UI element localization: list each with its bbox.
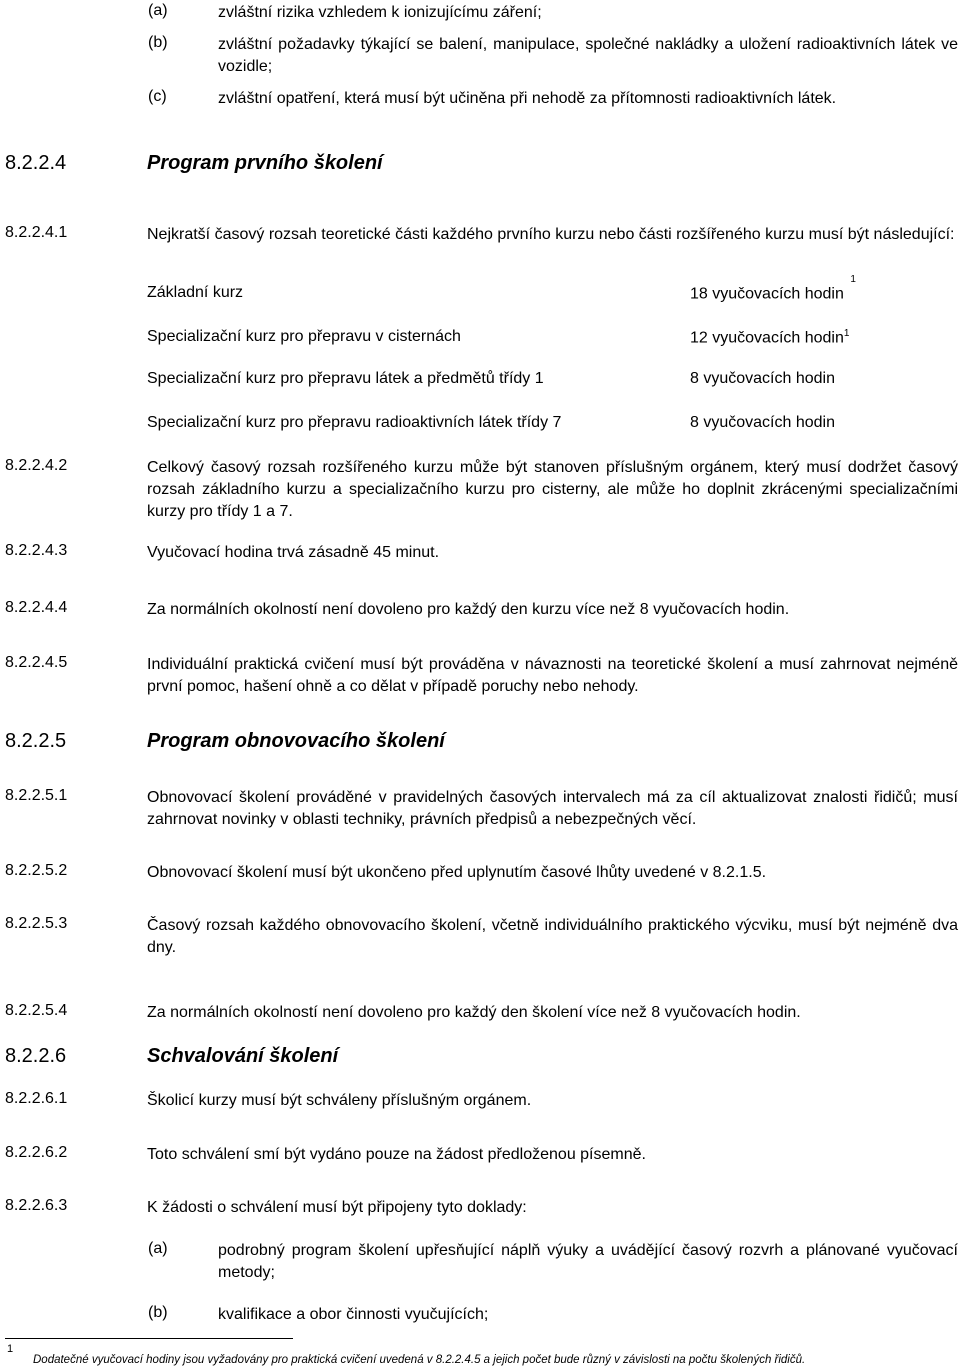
list-item-text-c: zvláštní opatření, která musí být učiněna při nehodě za přítomnosti radioaktivních látek.	[218, 90, 837, 107]
list-item-text-b: kvalifikace a obor činnosti vyučujících;	[218, 1306, 489, 1323]
course-hours	[690, 274, 856, 303]
paragraph-text: Časový rozsah každého obnovovacího školení, včetně individuálního praktického výcviku, musí být nejméně dva dny.	[147, 917, 958, 956]
paragraph-number: 8.2.2.6.3	[5, 1197, 68, 1214]
section-number: 8.2.2.5	[5, 730, 67, 752]
paragraph-text: Za normálních okolností není dovoleno pro každý den kurzu více než 8 vyučovacích hodin.	[147, 601, 790, 618]
paragraph-number: 8.2.2.4.1	[5, 224, 68, 241]
course-hours-value: 8 vyučovacích hodin	[690, 414, 835, 431]
paragraph-number: 8.2.2.5.2	[5, 862, 68, 879]
paragraph-number: 8.2.2.5.3	[5, 915, 68, 932]
section-title: Program prvního školení	[147, 152, 383, 174]
paragraph-number: 8.2.2.6.2	[5, 1144, 68, 1161]
course-hours	[690, 328, 849, 347]
list-label-b: (b)	[148, 34, 168, 51]
course-hours-value: 12 vyučovacích hodin	[690, 329, 844, 347]
paragraph-text: Vyučovací hodina trvá zásadně 45 minut.	[147, 544, 440, 561]
course-name: Základní kurz	[147, 284, 244, 301]
list-label-b: (b)	[148, 1304, 168, 1321]
paragraph-text: Toto schválení smí být vydáno pouze na žádost předloženou písemně.	[147, 1146, 646, 1163]
paragraph-text: Obnovovací školení musí být ukončeno před uplynutím časové lhůty uvedené v 8.2.1.5.	[147, 864, 767, 881]
section-title: Schvalování školení	[147, 1045, 339, 1067]
course-hours	[690, 414, 835, 432]
footnote-ref: 1	[843, 328, 850, 339]
paragraph-number: 8.2.2.4.5	[5, 654, 68, 671]
footnote-text: Dodatečné vyučovací hodiny jsou vyžadovány pro praktická cvičení uvedená v 8.2.2.4.5 a jejich počet bude různý v závislosti na počtu školených řidičů.	[33, 1354, 806, 1366]
list-item-text-a: podrobný program školení upřesňující náplň výuky a uvádějící časový rozvrh a plánované vyučovací metody;	[218, 1242, 958, 1281]
section-number: 8.2.2.4	[5, 152, 67, 174]
course-hours-value: 18 vyučovacích hodin	[690, 285, 844, 303]
section-title: Program obnovovacího školení	[147, 730, 445, 752]
course-name: Specializační kurz pro přepravu radioaktivních látek třídy 7	[147, 414, 562, 431]
list-item-text-b: zvláštní požadavky týkající se balení, manipulace, společné nakládky a uložení radioaktivních látek ve vozidle;	[218, 36, 958, 75]
paragraph-text: Nejkratší časový rozsah teoretické části každého prvního kurzu nebo části rozšířeného kurzu musí být následující:	[147, 226, 955, 243]
list-item-text-a: zvláštní rizika vzhledem k ionizujícímu záření;	[218, 4, 542, 21]
paragraph-number: 8.2.2.4.3	[5, 542, 68, 559]
paragraph-number: 8.2.2.5.1	[5, 787, 68, 804]
list-label-a: (a)	[148, 2, 168, 19]
footnote-mark: 1	[7, 1343, 14, 1355]
paragraph-number: 8.2.2.4.4	[5, 599, 68, 616]
paragraph-text: Individuální praktická cvičení musí být prováděna v návaznosti na teoretické školení a musí zahrnovat nejméně první pomoc, hašení ohně a co dělat v případě poruchy nebo nehody.	[147, 656, 958, 695]
paragraph-text: Za normálních okolností není dovoleno pro každý den školení více než 8 vyučovacích hodin.	[147, 1004, 801, 1021]
paragraph-text: K žádosti o schválení musí být připojeny tyto doklady:	[147, 1199, 527, 1216]
paragraph-text: Celkový časový rozsah rozšířeného kurzu může být stanoven příslušným orgánem, který musí dodržet časový rozsah základního kurzu a specializačního kurzu pro cisterny, ale může ho doplnit zkrácenými specializačními kurzy pro třídy 1 a 7.	[147, 459, 958, 520]
footnote-ref: 1	[850, 274, 856, 285]
paragraph-number: 8.2.2.6.1	[5, 1090, 68, 1107]
list-label-c: (c)	[148, 88, 167, 105]
course-hours-value: 8 vyučovacích hodin	[690, 370, 835, 387]
paragraph-number: 8.2.2.5.4	[5, 1002, 68, 1019]
footnote-separator	[5, 1338, 293, 1339]
paragraph-text: Školicí kurzy musí být schváleny příslušným orgánem.	[147, 1092, 532, 1109]
course-name: Specializační kurz pro přepravu v cisternách	[147, 328, 461, 345]
list-label-a: (a)	[148, 1240, 168, 1257]
paragraph-text: Obnovovací školení prováděné v pravidelných časových intervalech má za cíl aktualizovat znalosti řidičů; musí zahrnovat novinky v oblasti techniky, právních předpisů a nebezpečných věcí.	[147, 789, 958, 828]
paragraph-number: 8.2.2.4.2	[5, 457, 68, 474]
course-name: Specializační kurz pro přepravu látek a předmětů třídy 1	[147, 370, 544, 387]
section-number: 8.2.2.6	[5, 1045, 67, 1067]
course-hours	[690, 370, 835, 388]
